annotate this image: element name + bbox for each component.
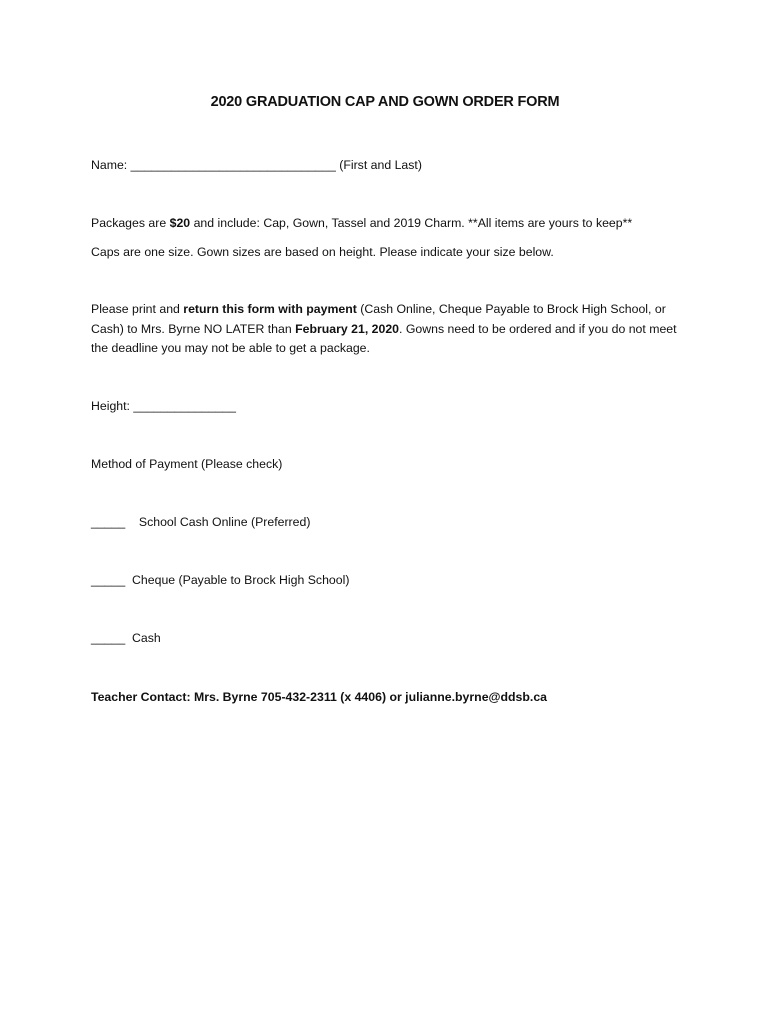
height-field-row: [91, 399, 236, 413]
payment-option-cheque: [91, 573, 349, 587]
return-part2: (Cash Online, Cheque Payable to Brock High School, or Cash) to Mrs. Byrne NO LATER than: [91, 302, 666, 336]
height-label: Height:: [91, 399, 130, 413]
return-part3: . Gowns need to be ordered and if you do not meet the deadline you may not be able to get a package.: [91, 321, 677, 355]
packages-rest: and include: Cap, Gown, Tassel and 2019 Charm. **All items are yours to keep**: [193, 216, 633, 230]
form-title: 2020 GRADUATION CAP AND GOWN ORDER FORM: [210, 94, 560, 110]
deadline-date: February 21, 2020: [295, 321, 400, 336]
payment-option-label: Cheque (Payable to Brock High School): [132, 573, 350, 587]
sizes-line: Caps are one size. Gown sizes are based on height. Please indicate your size below.: [91, 245, 554, 259]
packages-prefix: Packages are: [91, 216, 167, 230]
package-price: $20: [169, 216, 191, 230]
return-part1: Please print and: [91, 302, 180, 316]
name-label: Name:: [91, 158, 128, 172]
return-paragraph: [91, 300, 691, 359]
payment-option-cash: [91, 631, 161, 645]
payment-option-label: Cash: [132, 631, 161, 645]
return-bold1: return this form with payment: [183, 302, 357, 316]
name-hint: (First and Last): [339, 158, 422, 172]
payment-check-blank[interactable]: _____: [91, 573, 126, 587]
payment-heading: Method of Payment (Please check): [91, 457, 283, 471]
teacher-contact: Teacher Contact: Mrs. Byrne 705-432-2311 (x 4406) or julianne.byrne@ddsb.ca: [91, 690, 547, 704]
payment-option-school-cash: [91, 515, 310, 529]
payment-check-blank[interactable]: _____: [91, 631, 126, 645]
name-blank[interactable]: ______________________________: [130, 158, 336, 172]
payment-option-label: School Cash Online (Preferred): [138, 515, 311, 529]
name-field-row: [91, 158, 422, 172]
height-blank[interactable]: _______________: [133, 399, 236, 413]
packages-line: [91, 216, 632, 230]
payment-check-blank[interactable]: _____: [91, 515, 126, 529]
